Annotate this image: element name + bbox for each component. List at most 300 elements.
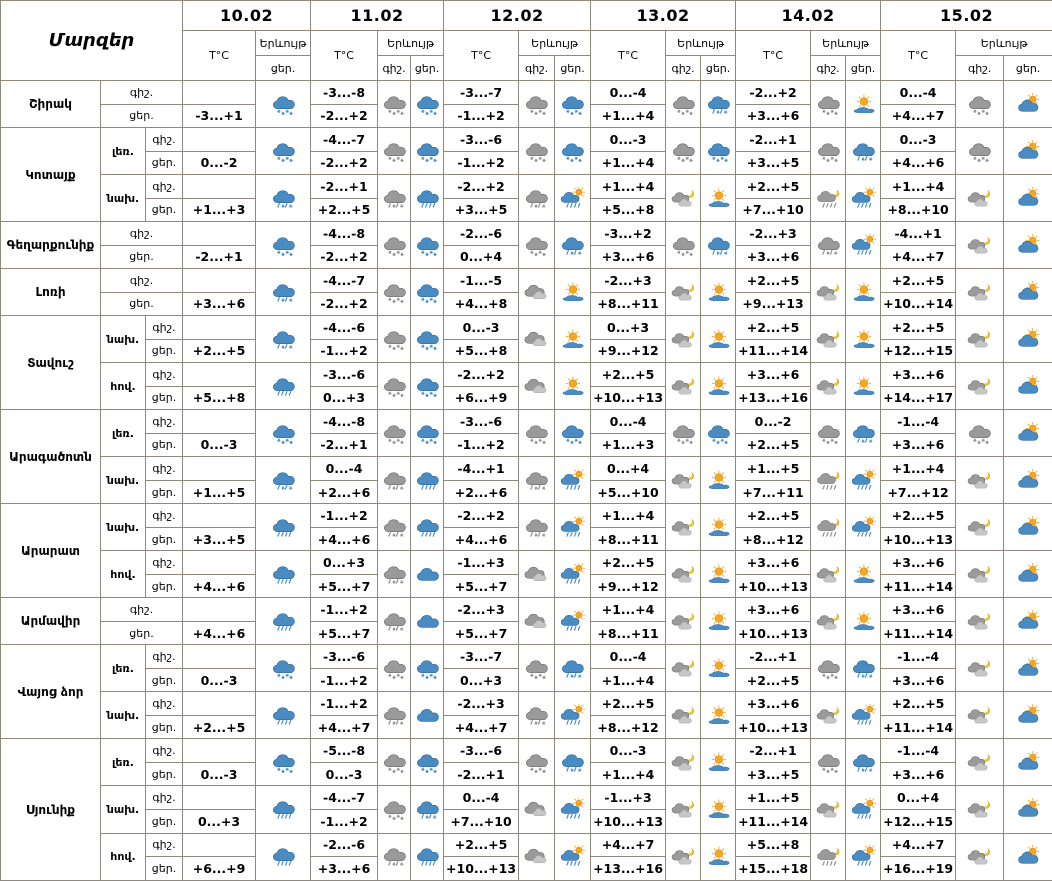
temp-night: +3...+6 — [736, 692, 811, 716]
date-header: 13.02 — [591, 1, 736, 31]
temp-night: -1...-5 — [444, 269, 519, 293]
temp-header: T°C — [311, 31, 378, 81]
temp-day: +13...+16 — [736, 386, 811, 410]
temp-day: +4...+7 — [444, 715, 519, 739]
snow-blue-icon — [411, 269, 444, 316]
moon-cloud-icon — [811, 692, 846, 739]
snow-gray-icon — [519, 81, 555, 128]
temp-night: 0...-4 — [881, 81, 956, 105]
rainsnow-gray-icon — [378, 598, 411, 645]
area-label: լեռ. — [101, 739, 146, 786]
temp-day: +2...+5 — [183, 339, 256, 363]
day-row-label: ցեր. — [146, 386, 183, 410]
snow-blue-icon — [256, 222, 311, 269]
sun-cloud-rain-icon — [555, 551, 591, 598]
temp-day: +7...+11 — [736, 480, 811, 504]
temp-day: +11...+14 — [881, 715, 956, 739]
temp-night — [183, 692, 256, 716]
temp-night — [183, 269, 256, 293]
forecast-row-night — [1, 598, 1052, 622]
date-header: 14.02 — [736, 1, 881, 31]
temp-day: +4...+6 — [444, 527, 519, 551]
temp-day: +5...+7 — [311, 621, 378, 645]
area-label: նախ. — [101, 786, 146, 833]
temp-day: -3...+1 — [183, 104, 256, 128]
temp-night — [183, 81, 256, 105]
region-name: Լոռի — [1, 269, 101, 316]
moon-cloud-icon — [956, 598, 1004, 645]
night-row-label: գիշ. — [101, 598, 183, 622]
area-label: լեռ. — [101, 410, 146, 457]
sun-cloud-low-icon — [701, 598, 736, 645]
snow-blue-icon — [411, 81, 444, 128]
rainsnow-blue-icon — [411, 786, 444, 833]
temp-night: +2...+5 — [881, 692, 956, 716]
area-label: լեռ. — [101, 645, 146, 692]
temp-night: +1...+4 — [591, 598, 666, 622]
moon-cloud-rain-icon — [811, 175, 846, 222]
temp-day: +8...+11 — [591, 527, 666, 551]
temp-night: +5...+8 — [736, 833, 811, 857]
rain-blue-icon — [411, 175, 444, 222]
forecast-row-night — [1, 833, 1052, 857]
moon-cloud-icon — [666, 316, 701, 363]
sun-cloud-low-icon — [701, 316, 736, 363]
night-row-label: գիշ. — [146, 316, 183, 340]
temp-day: +5...+7 — [311, 574, 378, 598]
temp-day: +4...+6 — [183, 621, 256, 645]
night-row-label: գիշ. — [146, 457, 183, 481]
rainsnow-gray-icon — [519, 457, 555, 504]
temp-day: +3...+6 — [183, 292, 256, 316]
area-label: նախ. — [101, 504, 146, 551]
temp-night: -2...+2 — [444, 504, 519, 528]
night-row-label: գիշ. — [146, 786, 183, 810]
temp-day: +1...+3 — [183, 198, 256, 222]
sun-cloud-rain-icon — [555, 598, 591, 645]
night-row-label: գիշ. — [146, 175, 183, 199]
moon-cloud-icon — [956, 786, 1004, 833]
temp-night: +2...+5 — [881, 269, 956, 293]
temp-day: +9...+12 — [591, 339, 666, 363]
sun-cloud-icon — [1004, 363, 1052, 410]
sun-cloud-rain-icon — [555, 504, 591, 551]
snow-blue-icon — [256, 81, 311, 128]
area-label: նախ. — [101, 692, 146, 739]
moon-cloud-icon — [666, 833, 701, 881]
rainsnow-blue-icon — [701, 222, 736, 269]
snow-gray-icon — [378, 739, 411, 786]
night-col-header: գիշ. — [378, 56, 411, 81]
temp-day: +8...+11 — [591, 621, 666, 645]
sun-cloud-icon — [1004, 833, 1052, 881]
temp-day: +3...+6 — [736, 245, 811, 269]
temp-day: +6...+9 — [183, 857, 256, 881]
temp-night: -4...-8 — [311, 410, 378, 434]
temp-day: +3...+6 — [591, 245, 666, 269]
moon-cloud-icon — [666, 363, 701, 410]
temp-day: +10...+13 — [591, 386, 666, 410]
temp-night: -4...-7 — [311, 269, 378, 293]
temp-night: -3...-8 — [311, 81, 378, 105]
temp-header: T°C — [736, 31, 811, 81]
temp-night: +1...+4 — [591, 504, 666, 528]
temp-day: +9...+12 — [591, 574, 666, 598]
day-row-label: ցեր. — [101, 245, 183, 269]
snow-gray-icon — [519, 222, 555, 269]
moon-cloud-icon — [666, 786, 701, 833]
temp-day: +3...+5 — [736, 151, 811, 175]
clouds-gray-icon — [519, 269, 555, 316]
temp-night: -3...-6 — [444, 410, 519, 434]
sun-cloud-rain-icon — [555, 692, 591, 739]
snow-gray-icon — [519, 645, 555, 692]
sun-cloud-low-icon — [555, 269, 591, 316]
temp-night: +3...+6 — [881, 551, 956, 575]
snow-gray-icon — [956, 81, 1004, 128]
temp-night: -3...-7 — [444, 81, 519, 105]
rainsnow-gray-icon — [811, 222, 846, 269]
day-row-label: ցեր. — [146, 668, 183, 692]
night-row-label: գիշ. — [146, 504, 183, 528]
day-col-header: ցեր. — [555, 56, 591, 81]
temp-day: +4...+6 — [881, 151, 956, 175]
temp-night — [183, 316, 256, 340]
temp-night: -2...+3 — [591, 269, 666, 293]
sun-cloud-low-icon — [701, 363, 736, 410]
moon-cloud-icon — [956, 833, 1004, 881]
temp-day: 0...+4 — [444, 245, 519, 269]
day-col-header: ցեր. — [1004, 56, 1052, 81]
night-row-label: գիշ. — [146, 833, 183, 857]
day-row-label: ցեր. — [101, 104, 183, 128]
snow-blue-icon — [411, 316, 444, 363]
sun-cloud-low-icon — [701, 175, 736, 222]
night-row-label: գիշ. — [146, 551, 183, 575]
sun-cloud-low-icon — [846, 81, 881, 128]
snow-gray-icon — [666, 81, 701, 128]
night-row-label: գիշ. — [146, 128, 183, 152]
cloud-blue-icon — [411, 598, 444, 645]
temp-night: +2...+5 — [736, 269, 811, 293]
moon-cloud-rain-icon — [811, 504, 846, 551]
snow-gray-icon — [519, 128, 555, 175]
sun-cloud-low-icon — [846, 551, 881, 598]
temp-day: +8...+12 — [736, 527, 811, 551]
temp-header: T°C — [444, 31, 519, 81]
temp-day: +4...+7 — [881, 104, 956, 128]
night-row-label: գիշ. — [146, 645, 183, 669]
temp-day: -2...+2 — [311, 104, 378, 128]
sun-cloud-low-icon — [846, 316, 881, 363]
moon-cloud-rain-icon — [811, 833, 846, 881]
temp-day: +4...+6 — [183, 574, 256, 598]
region-name: Տավուշ — [1, 316, 101, 410]
temp-night: 0...+3 — [591, 316, 666, 340]
temp-night: -2...+1 — [736, 645, 811, 669]
temp-night: -4...+1 — [881, 222, 956, 246]
moon-cloud-icon — [956, 222, 1004, 269]
moon-cloud-icon — [666, 269, 701, 316]
sun-cloud-rain-icon — [846, 222, 881, 269]
moon-cloud-rain-icon — [811, 457, 846, 504]
sun-cloud-icon — [1004, 316, 1052, 363]
rain-blue-icon — [411, 833, 444, 881]
moon-cloud-icon — [956, 363, 1004, 410]
temp-night: -3...-7 — [444, 645, 519, 669]
rain-blue-icon — [256, 786, 311, 833]
weather-table-body — [1, 81, 1052, 881]
temp-night: 0...-3 — [444, 316, 519, 340]
temp-day: +10...+13 — [591, 809, 666, 833]
rain-blue-icon — [256, 833, 311, 881]
temp-day: +11...+14 — [881, 621, 956, 645]
rainsnow-blue-icon — [256, 175, 311, 222]
temp-night: -2...+3 — [444, 598, 519, 622]
temp-day: +3...+6 — [881, 433, 956, 457]
day-col-header: ցեր. — [411, 56, 444, 81]
snow-blue-icon — [256, 410, 311, 457]
forecast-row-night — [1, 363, 1052, 387]
sun-cloud-icon — [1004, 551, 1052, 598]
temp-day: +15...+18 — [736, 857, 811, 881]
night-col-header: գիշ. — [519, 56, 555, 81]
rainsnow-blue-icon — [256, 457, 311, 504]
area-label: հով. — [101, 551, 146, 598]
forecast-row-night — [1, 692, 1052, 716]
temp-night: -3...-6 — [444, 739, 519, 763]
temp-night: -3...-6 — [444, 128, 519, 152]
temp-day: +10...+13 — [881, 527, 956, 551]
rainsnow-gray-icon — [378, 504, 411, 551]
temp-night: +1...+4 — [591, 175, 666, 199]
temp-day: +1...+5 — [183, 480, 256, 504]
temp-day: +10...+13 — [736, 574, 811, 598]
rainsnow-gray-icon — [378, 692, 411, 739]
sun-cloud-icon — [1004, 410, 1052, 457]
rain-blue-icon — [256, 504, 311, 551]
temp-night: -1...-4 — [881, 645, 956, 669]
phenomenon-header: Երևույթ — [811, 31, 881, 56]
temp-night: -1...+3 — [444, 551, 519, 575]
date-header: 11.02 — [311, 1, 444, 31]
sun-cloud-low-icon — [701, 269, 736, 316]
temp-day: +2...+6 — [311, 480, 378, 504]
rain-blue-icon — [256, 363, 311, 410]
moon-cloud-icon — [956, 739, 1004, 786]
night-col-header: գիշ. — [956, 56, 1004, 81]
phenomenon-header: Երևույթ — [256, 31, 311, 56]
temp-night: +4...+7 — [591, 833, 666, 857]
moon-cloud-icon — [956, 316, 1004, 363]
day-row-label: ցեր. — [101, 292, 183, 316]
snow-gray-icon — [378, 81, 411, 128]
night-row-label: գիշ. — [146, 410, 183, 434]
temp-night: +2...+5 — [881, 316, 956, 340]
temp-night: 0...-4 — [591, 645, 666, 669]
area-label: նախ. — [101, 175, 146, 222]
clouds-gray-icon — [519, 316, 555, 363]
snow-blue-icon — [411, 410, 444, 457]
snow-blue-icon — [555, 81, 591, 128]
sun-cloud-rain-icon — [555, 786, 591, 833]
snow-blue-icon — [555, 410, 591, 457]
temp-day: 0...+3 — [183, 809, 256, 833]
day-row-label: ցեր. — [101, 621, 183, 645]
phenomenon-header: Երևույթ — [666, 31, 736, 56]
temp-night — [183, 739, 256, 763]
sun-cloud-rain-icon — [555, 457, 591, 504]
temp-day: -1...+2 — [444, 151, 519, 175]
temp-day: -1...+2 — [311, 339, 378, 363]
temp-day: -2...+1 — [444, 762, 519, 786]
temp-day: +4...+7 — [311, 715, 378, 739]
moon-cloud-icon — [811, 598, 846, 645]
temp-night: +2...+5 — [736, 504, 811, 528]
rain-blue-icon — [256, 551, 311, 598]
temp-night — [183, 175, 256, 199]
rainsnow-blue-icon — [256, 269, 311, 316]
temp-day: +5...+7 — [444, 574, 519, 598]
temp-night: -2...+1 — [736, 739, 811, 763]
night-row-label: գիշ. — [101, 269, 183, 293]
region-name: Արարատ — [1, 504, 101, 598]
rainsnow-gray-icon — [378, 457, 411, 504]
clouds-gray-icon — [519, 551, 555, 598]
snow-gray-icon — [811, 739, 846, 786]
sun-cloud-low-icon — [701, 551, 736, 598]
moon-cloud-icon — [666, 551, 701, 598]
date-header: 10.02 — [183, 1, 311, 31]
forecast-row-night — [1, 457, 1052, 481]
sun-cloud-rain-icon — [846, 786, 881, 833]
temp-day: +5...+8 — [444, 339, 519, 363]
rainsnow-blue-icon — [555, 222, 591, 269]
temp-day: 0...-3 — [311, 762, 378, 786]
temp-day: +14...+17 — [881, 386, 956, 410]
temp-day: +8...+10 — [881, 198, 956, 222]
temp-day: +9...+13 — [736, 292, 811, 316]
snow-blue-icon — [411, 128, 444, 175]
clouds-gray-icon — [519, 598, 555, 645]
forecast-row-night — [1, 645, 1052, 669]
sun-cloud-low-icon — [701, 457, 736, 504]
temp-day: +1...+3 — [591, 433, 666, 457]
snow-blue-icon — [411, 645, 444, 692]
temp-night: -4...-7 — [311, 128, 378, 152]
rainsnow-gray-icon — [378, 551, 411, 598]
day-row-label: ցեր. — [146, 151, 183, 175]
temp-night — [183, 833, 256, 857]
night-row-label: գիշ. — [101, 81, 183, 105]
temp-day: +1...+4 — [591, 668, 666, 692]
night-col-header: գիշ. — [666, 56, 701, 81]
night-col-header: գիշ. — [811, 56, 846, 81]
temp-day: +10...+13 — [736, 621, 811, 645]
snow-blue-icon — [256, 739, 311, 786]
temp-day: -1...+2 — [311, 668, 378, 692]
snow-blue-icon — [411, 739, 444, 786]
snow-blue-icon — [411, 222, 444, 269]
moon-cloud-icon — [666, 598, 701, 645]
temp-night: 0...-4 — [591, 81, 666, 105]
temp-night: 0...-4 — [444, 786, 519, 810]
temp-day: +12...+15 — [881, 809, 956, 833]
rain-blue-icon — [256, 692, 311, 739]
snow-gray-icon — [811, 410, 846, 457]
sun-cloud-icon — [1004, 457, 1052, 504]
temp-day: -1...+2 — [311, 809, 378, 833]
region-name: Արագածոտն — [1, 410, 101, 504]
sun-cloud-low-icon — [555, 363, 591, 410]
moon-cloud-icon — [666, 692, 701, 739]
temp-day: +7...+12 — [881, 480, 956, 504]
day-row-label: ցեր. — [146, 809, 183, 833]
temp-day: +3...+5 — [444, 198, 519, 222]
temp-day: +10...+13 — [736, 715, 811, 739]
night-row-label: գիշ. — [146, 363, 183, 387]
rainsnow-blue-icon — [555, 645, 591, 692]
snow-gray-icon — [378, 128, 411, 175]
region-name: Կոտայք — [1, 128, 101, 222]
day-row-label: ցեր. — [146, 198, 183, 222]
snow-blue-icon — [256, 645, 311, 692]
date-header: 15.02 — [881, 1, 1052, 31]
day-row-label: ցեր. — [146, 574, 183, 598]
sun-cloud-icon — [1004, 269, 1052, 316]
temp-day: -1...+2 — [444, 104, 519, 128]
area-label: լեռ. — [101, 128, 146, 175]
temp-day: 0...+3 — [444, 668, 519, 692]
forecast-row-night — [1, 128, 1052, 152]
sun-cloud-icon — [1004, 739, 1052, 786]
temp-night: 0...-3 — [591, 128, 666, 152]
forecast-row-night — [1, 316, 1052, 340]
moon-cloud-icon — [811, 551, 846, 598]
sun-cloud-rain-icon — [846, 175, 881, 222]
moon-cloud-icon — [956, 645, 1004, 692]
snow-gray-icon — [811, 645, 846, 692]
temp-night: +2...+5 — [736, 175, 811, 199]
day-row-label: ցեր. — [146, 527, 183, 551]
sun-cloud-rain-icon — [555, 175, 591, 222]
temp-night: +2...+5 — [591, 692, 666, 716]
rainsnow-blue-icon — [846, 410, 881, 457]
temp-header: T°C — [881, 31, 956, 81]
forecast-row-night — [1, 175, 1052, 199]
temp-night: -4...-6 — [311, 316, 378, 340]
temp-day: +5...+8 — [591, 198, 666, 222]
temp-night: +1...+4 — [881, 457, 956, 481]
temp-day: +1...+4 — [591, 104, 666, 128]
temp-night: -4...-8 — [311, 222, 378, 246]
temp-day: +2...+5 — [736, 433, 811, 457]
temp-day: 0...-3 — [183, 668, 256, 692]
phenomenon-header: Երևույթ — [378, 31, 444, 56]
clouds-gray-icon — [519, 363, 555, 410]
temp-day: 0...-3 — [183, 762, 256, 786]
moon-cloud-icon — [666, 175, 701, 222]
temp-day: +3...+5 — [183, 527, 256, 551]
day-col-header: ցեր. — [701, 56, 736, 81]
temp-night: -2...+2 — [444, 175, 519, 199]
temp-day: +13...+16 — [591, 857, 666, 881]
rainsnow-blue-icon — [256, 316, 311, 363]
temp-night: +3...+6 — [736, 363, 811, 387]
temp-night — [183, 410, 256, 434]
temp-day: -2...+2 — [311, 151, 378, 175]
temp-night: +4...+7 — [881, 833, 956, 857]
